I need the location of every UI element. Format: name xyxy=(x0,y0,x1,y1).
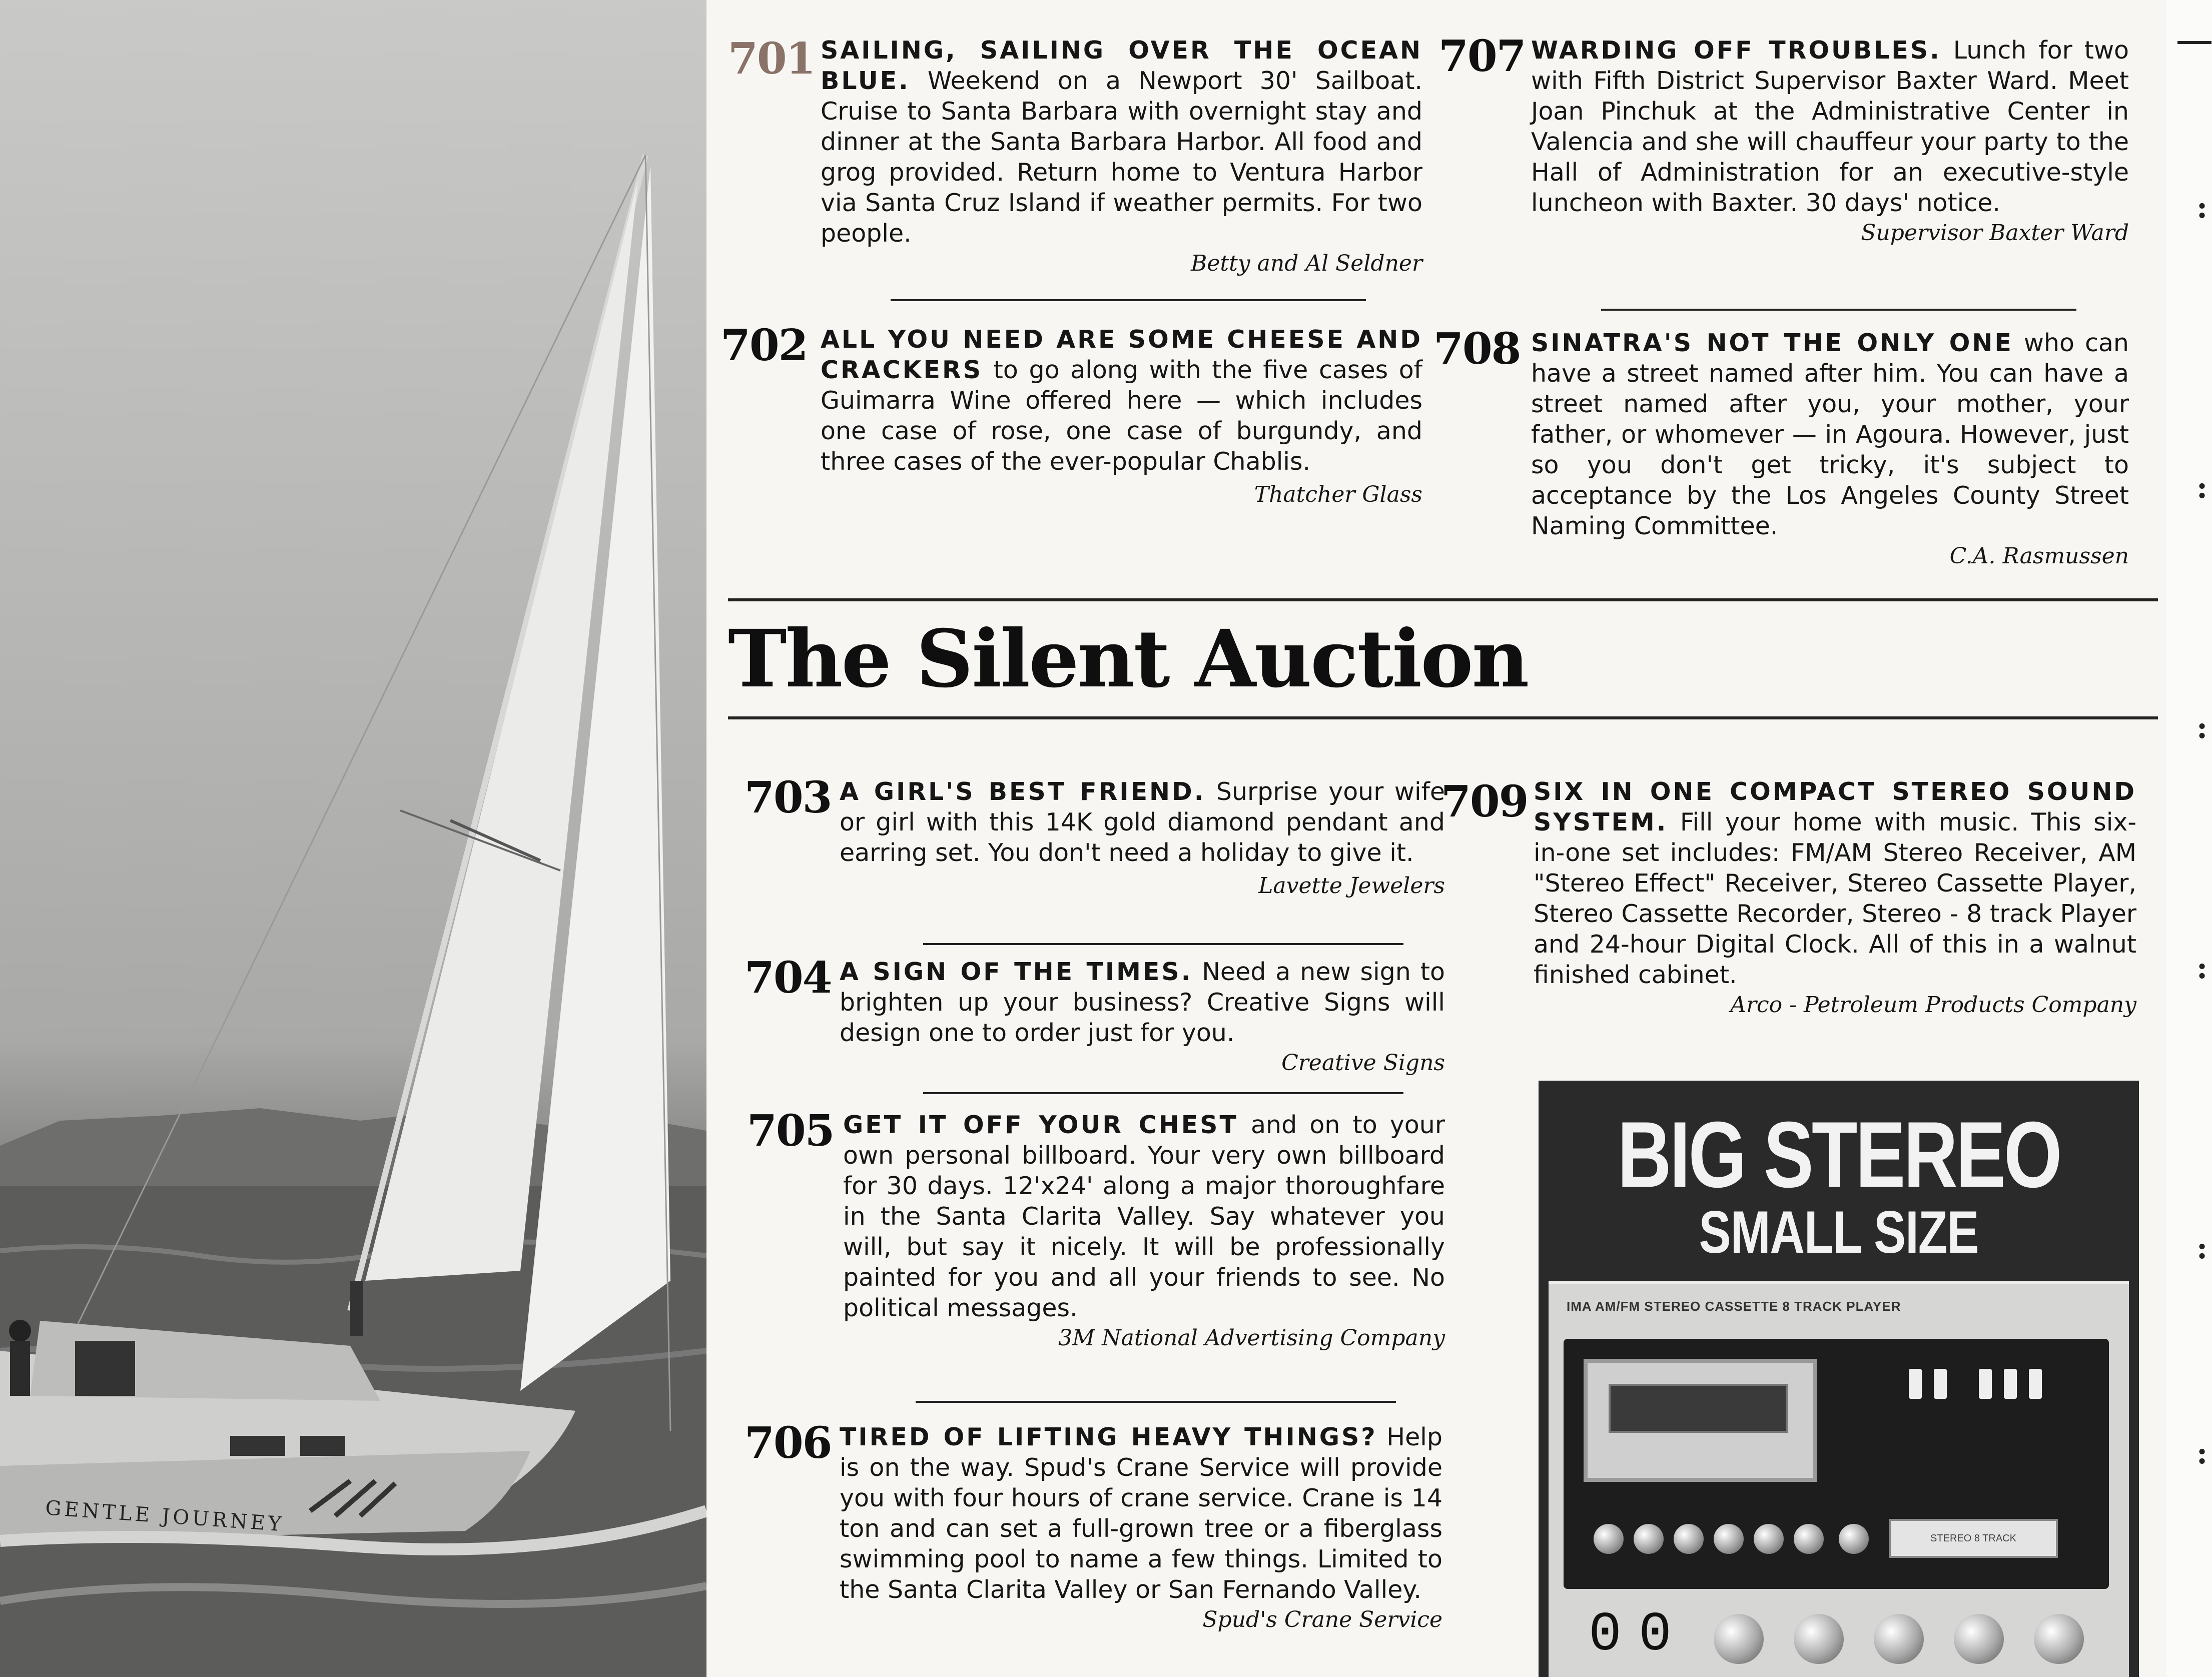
item-donor: Betty and Al Seldner xyxy=(1191,251,1422,276)
item-headline: GET IT OFF YOUR CHEST xyxy=(843,1111,1238,1139)
lever-icon xyxy=(2004,1369,2017,1399)
item-donor: Lavette Jewelers xyxy=(1258,873,1445,899)
item-headline: SINATRA'S NOT THE ONLY ONE xyxy=(1531,329,2013,357)
item-headline: ALL YOU NEED ARE SOME CHEESE AND CRACKERS xyxy=(821,325,1422,384)
item-description xyxy=(1531,328,2129,541)
item-body: Need a new sign to brighten up your business? Creative Signs will design one to order just for you. xyxy=(840,958,1445,1047)
item-donor: Thatcher Glass xyxy=(1254,482,1422,507)
item-divider xyxy=(1601,309,2076,311)
stereo-unit-photo xyxy=(1549,1281,2129,1677)
knob-icon xyxy=(1714,1524,1744,1554)
item-body: Lunch for two with Fifth District Supervisor Baxter Ward. Meet Joan Pinchuk at the Administrative Center in Valencia and she will chauffeur your party to the Hall of Administration for an executive-style luncheon with Baxter. 30 days' notice. xyxy=(1531,36,2129,217)
item-headline: A GIRL'S BEST FRIEND. xyxy=(840,777,1206,806)
item-number: 706 xyxy=(745,1418,832,1468)
item-number: 705 xyxy=(747,1106,834,1156)
lever-icon xyxy=(2029,1369,2042,1399)
next-page-edge: : : : : : : xyxy=(2166,0,2212,1677)
item-divider xyxy=(923,1092,1403,1094)
item-number: 704 xyxy=(745,953,832,1003)
knob-icon xyxy=(1674,1524,1704,1554)
lever-icon xyxy=(1934,1369,1947,1399)
auction-item-704 xyxy=(745,953,1445,1076)
eight-track-slot: STEREO 8 TRACK xyxy=(1889,1519,2058,1558)
item-number: 709 xyxy=(1441,776,1528,827)
auction-item-705 xyxy=(747,1106,1445,1351)
sailboat-photo xyxy=(0,0,706,1677)
stereo-brand-label: IMA AM/FM STEREO CASSETTE 8 TRACK PLAYER xyxy=(1567,1299,1901,1314)
knob-icon xyxy=(1714,1614,1764,1664)
cassette-window xyxy=(1609,1384,1788,1433)
item-description xyxy=(843,1110,1445,1323)
item-donor: Spud's Crane Service xyxy=(1202,1607,1442,1632)
knob-icon xyxy=(2034,1614,2084,1664)
item-body: Surprise your wife or girl with this 14K gold diamond pendant and earring set. You don't need a holiday to give it. xyxy=(840,777,1445,867)
item-number: 703 xyxy=(745,772,832,823)
item-body: who can have a street named after him. You can have a street named after you, your mother, your father, or whomever — in Agoura. However, just so you don't get tricky, it's subject to acceptance by the Los Angeles County Street Naming Committee. xyxy=(1531,329,2129,540)
auction-item-706 xyxy=(745,1418,1443,1632)
ad-subheadline: SMALL SIZE xyxy=(1699,1199,1979,1266)
auction-item-701 xyxy=(728,35,1422,276)
knob-icon xyxy=(1754,1524,1784,1554)
auction-item-709 xyxy=(1441,776,2136,1018)
lever-icon xyxy=(1979,1369,1992,1399)
item-description xyxy=(821,324,1422,477)
clock-digit-icon: 0 xyxy=(1639,1604,1672,1666)
item-headline: SAILING, SAILING OVER THE OCEAN BLUE. xyxy=(821,36,1422,95)
item-divider xyxy=(923,943,1403,945)
item-divider xyxy=(891,299,1366,301)
section-title: The Silent Auction xyxy=(728,613,1528,705)
auction-item-703 xyxy=(745,772,1445,899)
auction-item-702 xyxy=(720,320,1422,507)
item-description xyxy=(1531,35,2129,218)
item-donor: Arco - Petroleum Products Company xyxy=(1730,992,2136,1018)
item-body: to go along with the five cases of Guimarra Wine offered here — which includes one case of rose, one case of burgundy, and three cases of the ever-popular Chablis. xyxy=(821,356,1422,476)
knob-icon xyxy=(1594,1524,1624,1554)
item-body: and on to your own personal billboard. Your very own billboard for 30 days. 12'x24' along a major thoroughfare in the Santa Clarita Valley. Say whatever you will, but say it nicely. It will be professionally painted for you and all your friends to see. No political messages. xyxy=(843,1111,1445,1322)
item-description xyxy=(840,776,1445,868)
item-body: Weekend on a Newport 30' Sailboat. Cruise to Santa Barbara with overnight stay and dinner at the Santa Barbara Harbor. All food and grog provided. Return home to Ventura Harbor via Santa Cruz Island if weather permits. For two people. xyxy=(821,67,1422,248)
item-donor: Creative Signs xyxy=(1281,1050,1445,1076)
item-divider xyxy=(916,1401,1396,1403)
lever-icon xyxy=(1909,1369,1922,1399)
item-description xyxy=(821,35,1422,249)
sailboat-illustration xyxy=(0,0,706,1677)
item-donor: 3M National Advertising Company xyxy=(1058,1325,1445,1351)
knob-icon xyxy=(1634,1524,1664,1554)
knob-icon xyxy=(1839,1524,1869,1554)
knob-icon xyxy=(1874,1614,1924,1664)
section-top-rule xyxy=(728,598,2158,601)
auction-item-708 xyxy=(1433,324,2129,569)
item-description xyxy=(840,1422,1442,1605)
item-headline: SIX IN ONE COMPACT STEREO SOUND SYSTEM. xyxy=(1534,777,2136,836)
section-bottom-rule xyxy=(728,716,2158,719)
boat-name: GENTLE JOURNEY xyxy=(45,1496,285,1536)
item-headline: A SIGN OF THE TIMES. xyxy=(840,958,1193,986)
knob-icon xyxy=(1794,1614,1844,1664)
item-donor: C.A. Rasmussen xyxy=(1949,543,2129,569)
item-headline: TIRED OF LIFTING HEAVY THINGS? xyxy=(840,1423,1377,1451)
item-description xyxy=(1534,776,2136,990)
auction-item-707 xyxy=(1438,31,2129,246)
item-number: 701 xyxy=(728,34,815,84)
item-donor: Supervisor Baxter Ward xyxy=(1861,220,2129,246)
knob-icon xyxy=(1954,1614,2004,1664)
stereo-advertisement xyxy=(1539,1081,2139,1677)
knob-icon xyxy=(1794,1524,1824,1554)
clock-digit-icon: 0 xyxy=(1589,1604,1622,1666)
item-number: 708 xyxy=(1433,324,1521,374)
item-number: 702 xyxy=(720,320,808,371)
item-headline: WARDING OFF TROUBLES. xyxy=(1531,36,1941,65)
item-body: Help is on the way. Spud's Crane Service will provide you with four hours of crane service. Crane is 14 ton and can set a full-grown tree or a fiberglass swimming pool to name a few things. Limited to the Santa Clarita Valley or San Fernando Valley. xyxy=(840,1423,1443,1604)
ad-headline: BIG STEREO xyxy=(1617,1102,2060,1207)
item-body: Fill your home with music. This six-in-one set includes: FM/AM Stereo Receiver, AM "Stereo Effect" Receiver, Stereo Cassette Player, Stereo Cassette Recorder, Stereo - 8 track Player and 24-hour Digital Clock. All of this in a walnut finished cabinet. xyxy=(1534,808,2136,989)
item-description xyxy=(840,957,1445,1048)
item-number: 707 xyxy=(1438,31,1526,82)
